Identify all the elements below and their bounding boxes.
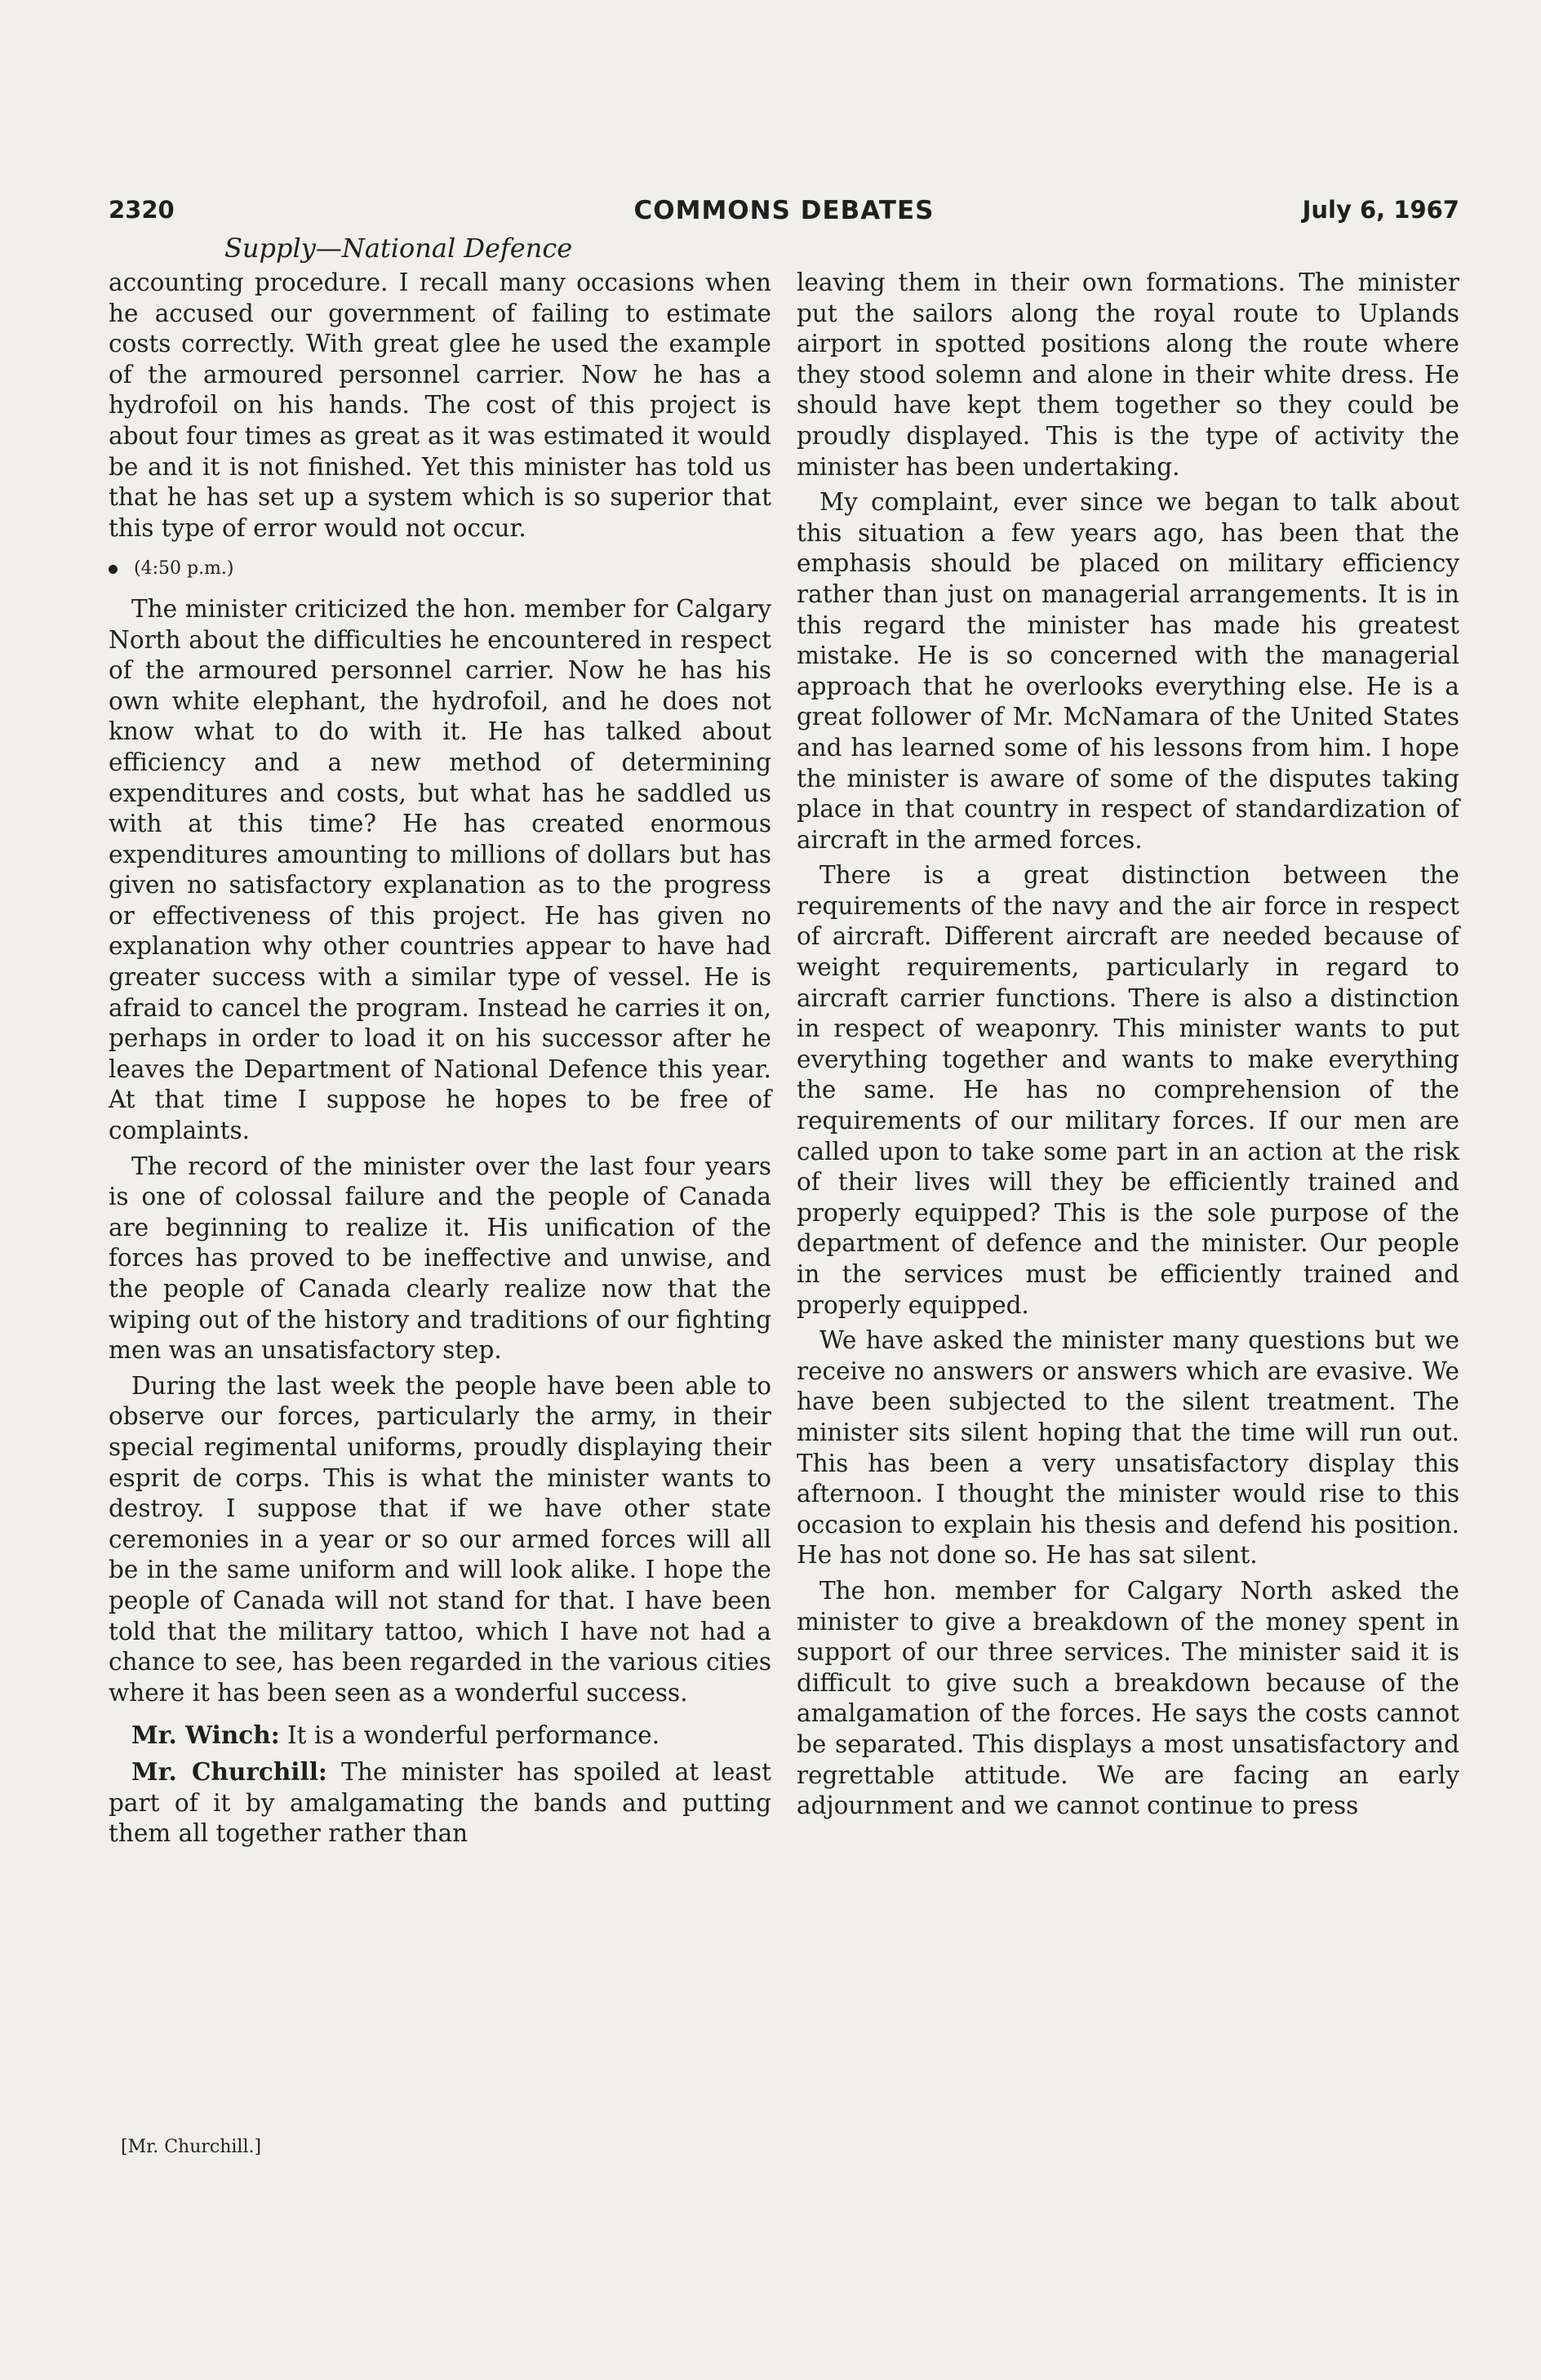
- paragraph: There is a great distinction between the requirements of the navy and the air force in respect of aircraft. Different aircraft are needed because of weight requirements, particularly in regard to aircraft carrier functions. There is also a distinction in respect of weaponry. This minister wants to put everything together and wants to make everything the same. He has no comprehension of the requirements of our military forces. If our men are called upon to take some part in an action at the risk of their lives will they be efficiently trained and properly equipped? This is the sole purpose of the department of defence and the minister. Our people in the services must be efficiently trained and properly equipped.: [797, 861, 1459, 1319]
- speech-winch: [109, 1720, 771, 1752]
- timestamp-text: (4:50 p.m.): [134, 558, 234, 579]
- header-date: July 6, 1967: [1302, 196, 1459, 224]
- footer-speaker: [Mr. Churchill.]: [121, 2137, 262, 2157]
- speech-text: It is a wonderful performance.: [279, 1721, 660, 1750]
- page-number: 2320: [109, 196, 175, 224]
- page-header: [109, 196, 1459, 237]
- paragraph: My complaint, ever since we began to talk about this situation a few years ago, has been that the emphasis should be placed on military efficiency rather than just on managerial arrangements. It is in this regard the minister has made his greatest mistake. He is so concerned with the managerial approach that he overlooks everything else. He is a great follower of Mr. McNamara of the United States and has learned some of his lessons from him. I hope the minister is aware of some of the disputes taking place in that country in respect of standardization of aircraft in the armed forces.: [797, 488, 1459, 854]
- publication-title: COMMONS DEBATES: [633, 196, 935, 225]
- speaker-name: Mr. Winch:: [131, 1721, 280, 1750]
- speech-text: The minister has spoiled at least part of it by amalgamating the bands and putting them all together rather than: [109, 1757, 771, 1848]
- timestamp: [109, 553, 771, 584]
- paragraph: accounting procedure. I recall many occasions when he accused our government of failing to estimate costs correctly. With great glee he used the example of the armoured personnel carrier. Now he has a hydrofoil on his hands. The cost of this project is about four times as great as it was estimated it would be and it is not finished. Yet this minister has told us that he has set up a system which is so superior that this type of error would not occur.: [109, 269, 771, 542]
- paragraph: The hon. member for Calgary North asked the minister to give a breakdown of the money spent in support of our three services. The minister said it is difficult to give such a breakdown because of the amalgamation of the forces. He says the costs cannot be separated. This displays a most unsatisfactory and regrettable attitude. We are facing an early adjournment and we cannot continue to press: [797, 1576, 1459, 1820]
- bullet-icon: [109, 565, 118, 574]
- speaker-name: Mr. Churchill:: [131, 1756, 327, 1786]
- paragraph: The minister criticized the hon. member for Calgary North about the difficulties he encountered in respect of the armoured personnel carrier. Now he has his own white elephant, the hydrofoil, and he does not know what to do with it. He has talked about efficiency and a new method of determining expenditures and costs, but what has he saddled us with at this time? He has created enormous expenditures amounting to millions of dollars but has given no satisfactory explanation as to the progress or effectiveness of this project. He has given no explanation why other countries appear to have had greater success with a similar type of vessel. He is afraid to cancel the program. Instead he carries it on, perhaps in order to load it on his successor after he leaves the Department of National Defence this year. At that time I suppose he hopes to be free of complaints.: [109, 594, 771, 1145]
- right-column: [797, 268, 1459, 1822]
- paragraph: During the last week the people have been able to observe our forces, particularly the army, in their special regimental uniforms, proudly displaying their esprit de corps. This is what the minister wants to destroy. I suppose that if we have other state ceremonies in a year or so our armed forces will all be in the same uniform and will look alike. I hope the people of Canada will not stand for that. I have been told that the military tattoo, which I have not had a chance to see, has been regarded in the various cities where it has been seen as a wonderful success.: [109, 1371, 771, 1707]
- paragraph: The record of the minister over the last four years is one of colossal failure and the people of Canada are beginning to realize it. His unification of the forces has proved to be ineffective and unwise, and the people of Canada clearly realize now that the wiping out of the history and traditions of our fighting men was an unsatisfactory step.: [109, 1152, 771, 1365]
- section-title: Supply—National Defence: [224, 233, 573, 264]
- paragraph: We have asked the minister many questions but we receive no answers or answers which are evasive. We have been subjected to the silent treatment. The minister sits silent hoping that the time will run out. This has been a very unsatisfactory display this afternoon. I thought the minister would rise to this occasion to explain his thesis and defend his position. He has not done so. He has sat silent.: [797, 1326, 1459, 1570]
- left-column: [109, 268, 771, 1849]
- paragraph: leaving them in their own formations. The minister put the sailors along the royal route to Uplands airport in spotted positions along the route where they stood solemn and alone in their white dress. He should have kept them together so they could be proudly displayed. This is the type of activity the minister has been undertaking.: [797, 269, 1459, 481]
- speech-churchill: [109, 1756, 771, 1849]
